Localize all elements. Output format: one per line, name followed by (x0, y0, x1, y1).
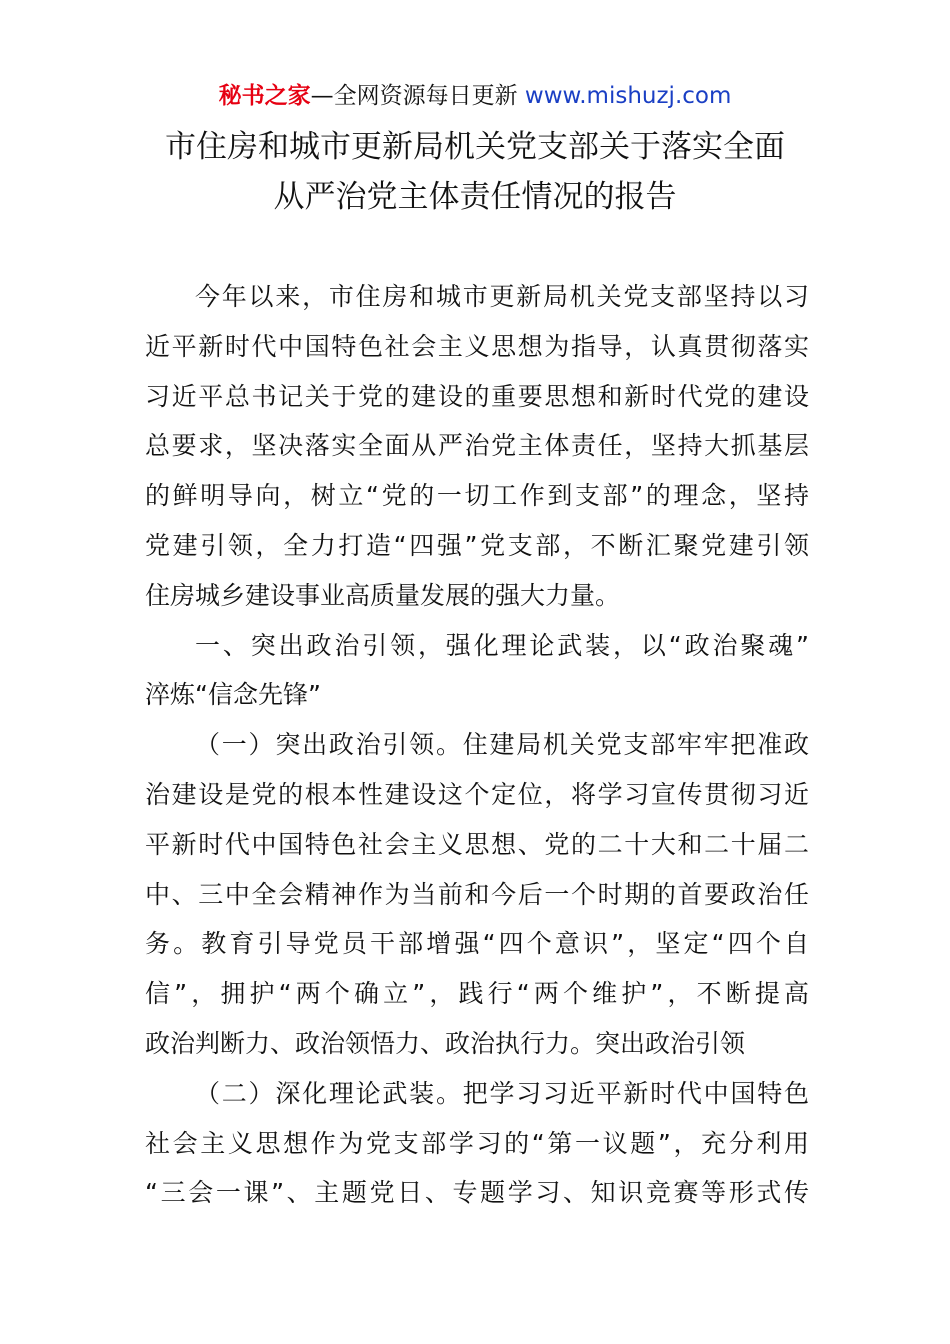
banner-tagline: —全网资源每日更新 (310, 83, 525, 109)
site-url-link[interactable]: www.mishuzj.com (524, 83, 732, 109)
body-line: 住房城乡建设事业高质量发展的强大力量。 (145, 580, 621, 610)
body-line: 的鲜明导向，树立“党的一切工作到支部”的理念，坚持 (145, 481, 809, 511)
body-line: （二）深化理论武装。把学习习近平新时代中国特色 (195, 1078, 809, 1108)
body-line: 社会主义思想作为党支部学习的“第一议题”，充分利用 (145, 1128, 809, 1158)
document-body (145, 272, 809, 1218)
body-line: 治建设是党的根本性建设这个定位，将学习宣传贯彻习近 (145, 779, 809, 809)
body-line: 务。教育引导党员干部增强“四个意识”，坚定“四个自 (145, 929, 809, 959)
section-heading: 一、突出政治引领，强化理论武装，以“政治聚魂” (195, 630, 809, 660)
document-title (100, 122, 850, 222)
body-line: 近平新时代中国特色社会主义思想为指导，认真贯彻落实 (145, 331, 809, 361)
body-line: 中、三中全会精神作为当前和今后一个时期的首要政治任 (145, 879, 809, 909)
body-line: “三会一课”、主题党日、专题学习、知识竞赛等形式传 (145, 1178, 809, 1208)
section-heading-cont: 淬炼“信念先锋” (145, 680, 321, 710)
body-line: 今年以来，市住房和城市更新局机关党支部坚持以习 (195, 282, 809, 311)
body-line: 政治判断力、政治领悟力、政治执行力。突出政治引领 (145, 1028, 746, 1058)
site-banner (0, 80, 950, 112)
body-line: 党建引领，全力打造“四强”党支部，不断汇聚党建引领 (145, 530, 809, 560)
title-line-2: 从严治党主体责任情况的报告 (273, 179, 677, 215)
brand-name: 秘书之家 (218, 83, 311, 109)
body-line: 习近平总书记关于党的建设的重要思想和新时代党的建设 (145, 381, 809, 411)
title-line-1: 市住房和城市更新局机关党支部关于落实全面 (165, 129, 785, 165)
body-line: 平新时代中国特色社会主义思想、党的二十大和二十届二 (145, 829, 809, 859)
body-line: （一）突出政治引领。住建局机关党支部牢牢把准政 (195, 730, 809, 760)
body-line: 总要求，坚决落实全面从严治党主体责任，坚持大抓基层 (145, 431, 809, 461)
body-line: 信”，拥护“两个确立”，践行“两个维护”，不断提高 (145, 979, 809, 1009)
